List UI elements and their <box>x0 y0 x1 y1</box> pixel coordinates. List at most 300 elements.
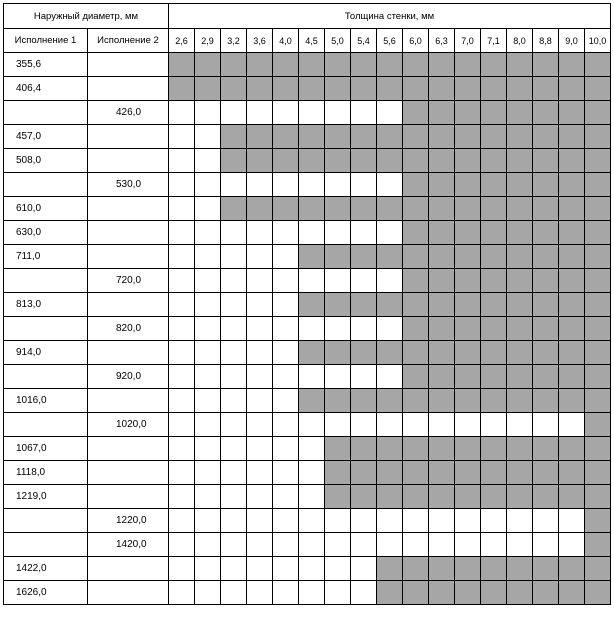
grid-cell-shaded <box>507 77 533 101</box>
grid-cell-shaded <box>481 245 507 269</box>
grid-cell-empty <box>325 101 351 125</box>
grid-cell-empty <box>169 437 195 461</box>
header-thickness: 8,0 <box>507 29 533 53</box>
grid-cell-shaded <box>195 77 221 101</box>
grid-cell-shaded <box>429 437 455 461</box>
table-row <box>4 389 611 413</box>
header-thickness: 10,0 <box>585 29 611 53</box>
grid-cell-empty <box>377 221 403 245</box>
grid-cell-empty <box>273 269 299 293</box>
header-thickness: 7,0 <box>455 29 481 53</box>
diameter-version-1 <box>4 509 88 533</box>
grid-cell-shaded <box>429 317 455 341</box>
diameter-version-1 <box>4 269 88 293</box>
grid-cell-shaded <box>481 125 507 149</box>
diameter-version-2: 820,0 <box>88 317 169 341</box>
grid-cell-shaded <box>533 149 559 173</box>
diameter-version-2: 1020,0 <box>88 413 169 437</box>
grid-cell-empty <box>325 317 351 341</box>
grid-cell-shaded <box>247 53 273 77</box>
grid-cell-empty <box>221 413 247 437</box>
grid-cell-shaded <box>585 53 611 77</box>
grid-cell-empty <box>169 197 195 221</box>
grid-cell-shaded <box>247 125 273 149</box>
diameter-version-1: 1016,0 <box>4 389 88 413</box>
header-thickness: 2,9 <box>195 29 221 53</box>
grid-cell-shaded <box>455 269 481 293</box>
grid-cell-empty <box>351 173 377 197</box>
table-body <box>4 53 611 605</box>
grid-cell-shaded <box>273 125 299 149</box>
grid-cell-shaded <box>221 197 247 221</box>
pipe-thickness-table <box>3 3 611 605</box>
grid-cell-shaded <box>533 437 559 461</box>
grid-cell-empty <box>169 485 195 509</box>
grid-cell-shaded <box>559 557 585 581</box>
diameter-version-2: 920,0 <box>88 365 169 389</box>
grid-cell-empty <box>195 293 221 317</box>
grid-cell-empty <box>273 245 299 269</box>
grid-cell-empty <box>169 365 195 389</box>
header-thickness: 6,3 <box>429 29 455 53</box>
header-row-groups <box>4 4 611 29</box>
grid-cell-shaded <box>481 77 507 101</box>
grid-cell-empty <box>169 341 195 365</box>
grid-cell-empty <box>299 557 325 581</box>
grid-cell-shaded <box>481 173 507 197</box>
grid-cell-shaded <box>299 341 325 365</box>
grid-cell-shaded <box>429 461 455 485</box>
grid-cell-empty <box>169 389 195 413</box>
header-thickness: 2,6 <box>169 29 195 53</box>
grid-cell-empty <box>429 509 455 533</box>
grid-cell-shaded <box>403 197 429 221</box>
grid-cell-shaded <box>585 389 611 413</box>
grid-cell-shaded <box>533 461 559 485</box>
grid-cell-shaded <box>455 341 481 365</box>
table-row <box>4 437 611 461</box>
grid-cell-empty <box>195 269 221 293</box>
grid-cell-shaded <box>481 101 507 125</box>
table-row <box>4 317 611 341</box>
diameter-version-2 <box>88 485 169 509</box>
grid-cell-shaded <box>533 221 559 245</box>
grid-cell-shaded <box>533 245 559 269</box>
grid-cell-shaded <box>377 149 403 173</box>
grid-cell-shaded <box>533 77 559 101</box>
table-row <box>4 365 611 389</box>
grid-cell-shaded <box>481 341 507 365</box>
grid-cell-empty <box>221 437 247 461</box>
grid-cell-shaded <box>403 581 429 605</box>
grid-cell-shaded <box>585 581 611 605</box>
grid-cell-shaded <box>429 221 455 245</box>
grid-cell-shaded <box>455 581 481 605</box>
grid-cell-shaded <box>403 557 429 581</box>
grid-cell-shaded <box>559 77 585 101</box>
grid-cell-empty <box>403 533 429 557</box>
diameter-version-2 <box>88 221 169 245</box>
grid-cell-empty <box>351 413 377 437</box>
grid-cell-shaded <box>403 389 429 413</box>
grid-cell-shaded <box>351 437 377 461</box>
grid-cell-shaded <box>481 53 507 77</box>
grid-cell-empty <box>299 317 325 341</box>
grid-cell-shaded <box>377 125 403 149</box>
grid-cell-shaded <box>169 77 195 101</box>
grid-cell-shaded <box>429 557 455 581</box>
header-thickness: 3,2 <box>221 29 247 53</box>
grid-cell-empty <box>273 389 299 413</box>
table-row <box>4 197 611 221</box>
grid-cell-shaded <box>299 125 325 149</box>
grid-cell-empty <box>247 461 273 485</box>
grid-cell-empty <box>377 509 403 533</box>
grid-cell-empty <box>221 269 247 293</box>
grid-cell-empty <box>351 221 377 245</box>
diameter-version-1: 1118,0 <box>4 461 88 485</box>
grid-cell-shaded <box>299 197 325 221</box>
grid-cell-empty <box>195 125 221 149</box>
grid-cell-shaded <box>507 221 533 245</box>
grid-cell-empty <box>325 557 351 581</box>
grid-cell-shaded <box>481 461 507 485</box>
table-row <box>4 149 611 173</box>
grid-cell-empty <box>169 413 195 437</box>
grid-cell-shaded <box>533 485 559 509</box>
grid-cell-shaded <box>351 77 377 101</box>
grid-cell-empty <box>273 509 299 533</box>
grid-cell-shaded <box>403 77 429 101</box>
header-thickness: 4,5 <box>299 29 325 53</box>
grid-cell-shaded <box>403 269 429 293</box>
grid-cell-shaded <box>325 389 351 413</box>
grid-cell-shaded <box>455 77 481 101</box>
grid-cell-shaded <box>507 149 533 173</box>
diameter-version-1: 813,0 <box>4 293 88 317</box>
diameter-version-1 <box>4 173 88 197</box>
grid-cell-shaded <box>221 77 247 101</box>
grid-cell-shaded <box>377 77 403 101</box>
grid-cell-empty <box>455 533 481 557</box>
grid-cell-empty <box>351 581 377 605</box>
grid-cell-shaded <box>377 485 403 509</box>
grid-cell-shaded <box>377 581 403 605</box>
grid-cell-shaded <box>403 437 429 461</box>
grid-cell-empty <box>273 173 299 197</box>
table-row <box>4 413 611 437</box>
grid-cell-shaded <box>585 437 611 461</box>
table-row <box>4 461 611 485</box>
grid-cell-empty <box>299 365 325 389</box>
header-row-sub <box>4 29 611 53</box>
diameter-version-1 <box>4 101 88 125</box>
grid-cell-empty <box>377 317 403 341</box>
grid-cell-shaded <box>429 125 455 149</box>
diameter-version-2 <box>88 581 169 605</box>
grid-cell-shaded <box>533 173 559 197</box>
grid-cell-empty <box>247 221 273 245</box>
grid-cell-empty <box>377 101 403 125</box>
grid-cell-shaded <box>325 125 351 149</box>
grid-cell-empty <box>195 101 221 125</box>
table-row <box>4 485 611 509</box>
grid-cell-empty <box>481 509 507 533</box>
table-header <box>4 4 611 53</box>
header-thickness: 5,6 <box>377 29 403 53</box>
grid-cell-shaded <box>481 389 507 413</box>
grid-cell-empty <box>195 413 221 437</box>
diameter-version-2 <box>88 389 169 413</box>
grid-cell-shaded <box>585 293 611 317</box>
grid-cell-empty <box>351 557 377 581</box>
grid-cell-empty <box>169 125 195 149</box>
grid-cell-empty <box>221 317 247 341</box>
grid-cell-empty <box>273 437 299 461</box>
grid-cell-empty <box>247 413 273 437</box>
grid-cell-empty <box>273 293 299 317</box>
grid-cell-empty <box>195 149 221 173</box>
grid-cell-shaded <box>403 461 429 485</box>
grid-cell-shaded <box>455 437 481 461</box>
grid-cell-shaded <box>299 53 325 77</box>
grid-cell-shaded <box>559 173 585 197</box>
table-row <box>4 101 611 125</box>
grid-cell-shaded <box>429 53 455 77</box>
grid-cell-shaded <box>351 197 377 221</box>
grid-cell-shaded <box>481 581 507 605</box>
grid-cell-empty <box>533 533 559 557</box>
grid-cell-empty <box>169 293 195 317</box>
grid-cell-empty <box>299 101 325 125</box>
grid-cell-shaded <box>299 149 325 173</box>
grid-cell-empty <box>533 413 559 437</box>
grid-cell-empty <box>351 101 377 125</box>
grid-cell-shaded <box>455 461 481 485</box>
grid-cell-shaded <box>429 173 455 197</box>
grid-cell-shaded <box>481 317 507 341</box>
grid-cell-shaded <box>481 221 507 245</box>
grid-cell-shaded <box>325 77 351 101</box>
grid-cell-empty <box>273 533 299 557</box>
grid-cell-shaded <box>455 149 481 173</box>
grid-cell-empty <box>195 485 221 509</box>
grid-cell-empty <box>351 365 377 389</box>
grid-cell-shaded <box>325 485 351 509</box>
grid-cell-empty <box>169 101 195 125</box>
grid-cell-shaded <box>559 293 585 317</box>
grid-cell-empty <box>325 533 351 557</box>
grid-cell-empty <box>299 269 325 293</box>
grid-cell-shaded <box>507 461 533 485</box>
grid-cell-shaded <box>481 269 507 293</box>
grid-cell-empty <box>169 173 195 197</box>
grid-cell-shaded <box>429 341 455 365</box>
grid-cell-shaded <box>507 437 533 461</box>
grid-cell-shaded <box>533 557 559 581</box>
grid-cell-shaded <box>507 245 533 269</box>
grid-cell-empty <box>221 581 247 605</box>
header-thickness: 4,0 <box>273 29 299 53</box>
grid-cell-empty <box>221 533 247 557</box>
grid-cell-empty <box>169 317 195 341</box>
grid-cell-shaded <box>507 197 533 221</box>
grid-cell-shaded <box>533 365 559 389</box>
grid-cell-empty <box>325 509 351 533</box>
grid-cell-empty <box>299 437 325 461</box>
grid-cell-shaded <box>429 197 455 221</box>
grid-cell-empty <box>273 581 299 605</box>
grid-cell-shaded <box>299 389 325 413</box>
table-row <box>4 269 611 293</box>
grid-cell-empty <box>533 509 559 533</box>
grid-cell-shaded <box>325 149 351 173</box>
grid-cell-shaded <box>377 293 403 317</box>
grid-cell-empty <box>507 413 533 437</box>
grid-cell-shaded <box>481 149 507 173</box>
grid-cell-shaded <box>403 149 429 173</box>
table-row <box>4 341 611 365</box>
grid-cell-empty <box>221 245 247 269</box>
diameter-version-1: 1067,0 <box>4 437 88 461</box>
grid-cell-empty <box>403 509 429 533</box>
grid-cell-empty <box>195 509 221 533</box>
grid-cell-empty <box>299 509 325 533</box>
grid-cell-shaded <box>221 53 247 77</box>
grid-cell-shaded <box>585 509 611 533</box>
grid-cell-shaded <box>585 533 611 557</box>
grid-cell-shaded <box>533 389 559 413</box>
grid-cell-shaded <box>195 53 221 77</box>
grid-cell-empty <box>195 221 221 245</box>
header-thickness: 8,8 <box>533 29 559 53</box>
grid-cell-empty <box>247 533 273 557</box>
grid-cell-empty <box>299 461 325 485</box>
grid-cell-empty <box>169 461 195 485</box>
grid-cell-shaded <box>585 413 611 437</box>
grid-cell-empty <box>429 413 455 437</box>
grid-cell-shaded <box>585 485 611 509</box>
diameter-version-2: 1420,0 <box>88 533 169 557</box>
grid-cell-shaded <box>455 389 481 413</box>
grid-cell-shaded <box>507 125 533 149</box>
grid-cell-shaded <box>325 341 351 365</box>
grid-cell-shaded <box>351 485 377 509</box>
table-row <box>4 125 611 149</box>
grid-cell-shaded <box>559 53 585 77</box>
grid-cell-shaded <box>429 365 455 389</box>
diameter-version-2 <box>88 125 169 149</box>
grid-cell-shaded <box>559 341 585 365</box>
grid-cell-shaded <box>585 341 611 365</box>
grid-cell-shaded <box>585 197 611 221</box>
grid-cell-shaded <box>507 485 533 509</box>
grid-cell-shaded <box>455 197 481 221</box>
grid-cell-shaded <box>533 101 559 125</box>
grid-cell-empty <box>299 221 325 245</box>
grid-cell-shaded <box>507 341 533 365</box>
grid-cell-shaded <box>481 557 507 581</box>
grid-cell-empty <box>247 317 273 341</box>
grid-cell-shaded <box>481 293 507 317</box>
grid-cell-empty <box>195 197 221 221</box>
grid-cell-shaded <box>299 77 325 101</box>
diameter-version-2 <box>88 245 169 269</box>
grid-cell-shaded <box>455 53 481 77</box>
grid-cell-shaded <box>533 293 559 317</box>
grid-cell-shaded <box>351 125 377 149</box>
grid-cell-shaded <box>299 245 325 269</box>
grid-cell-shaded <box>351 245 377 269</box>
grid-cell-empty <box>325 221 351 245</box>
grid-cell-shaded <box>533 125 559 149</box>
grid-cell-empty <box>559 413 585 437</box>
table-row <box>4 557 611 581</box>
grid-cell-empty <box>273 101 299 125</box>
diameter-version-1 <box>4 413 88 437</box>
grid-cell-empty <box>325 173 351 197</box>
diameter-version-1: 508,0 <box>4 149 88 173</box>
grid-cell-empty <box>195 533 221 557</box>
grid-cell-shaded <box>403 317 429 341</box>
table-row <box>4 245 611 269</box>
grid-cell-empty <box>195 461 221 485</box>
grid-cell-shaded <box>403 173 429 197</box>
header-thickness: 5,0 <box>325 29 351 53</box>
header-version-2: Исполнение 2 <box>88 29 169 53</box>
grid-cell-shaded <box>559 581 585 605</box>
grid-cell-empty <box>195 173 221 197</box>
grid-cell-shaded <box>325 437 351 461</box>
grid-cell-shaded <box>507 365 533 389</box>
grid-cell-shaded <box>585 557 611 581</box>
grid-cell-shaded <box>403 365 429 389</box>
grid-cell-shaded <box>559 365 585 389</box>
grid-cell-shaded <box>403 221 429 245</box>
grid-cell-empty <box>273 365 299 389</box>
grid-cell-empty <box>169 245 195 269</box>
grid-cell-shaded <box>585 245 611 269</box>
grid-cell-empty <box>195 365 221 389</box>
diameter-version-2 <box>88 293 169 317</box>
grid-cell-shaded <box>455 245 481 269</box>
diameter-version-1: 914,0 <box>4 341 88 365</box>
grid-cell-empty <box>273 221 299 245</box>
grid-cell-shaded <box>169 53 195 77</box>
diameter-version-2: 426,0 <box>88 101 169 125</box>
grid-cell-empty <box>247 389 273 413</box>
grid-cell-shaded <box>429 485 455 509</box>
grid-cell-shaded <box>455 173 481 197</box>
grid-cell-shaded <box>533 197 559 221</box>
grid-cell-empty <box>299 413 325 437</box>
grid-cell-empty <box>325 581 351 605</box>
grid-cell-empty <box>273 317 299 341</box>
grid-cell-shaded <box>351 389 377 413</box>
grid-cell-empty <box>221 389 247 413</box>
grid-cell-empty <box>195 557 221 581</box>
grid-cell-shaded <box>325 197 351 221</box>
grid-cell-shaded <box>481 437 507 461</box>
grid-cell-empty <box>195 389 221 413</box>
grid-cell-shaded <box>377 461 403 485</box>
grid-cell-shaded <box>273 53 299 77</box>
grid-cell-shaded <box>507 389 533 413</box>
grid-cell-shaded <box>585 461 611 485</box>
header-thickness: 6,0 <box>403 29 429 53</box>
header-version-1: Исполнение 1 <box>4 29 88 53</box>
grid-cell-empty <box>169 221 195 245</box>
